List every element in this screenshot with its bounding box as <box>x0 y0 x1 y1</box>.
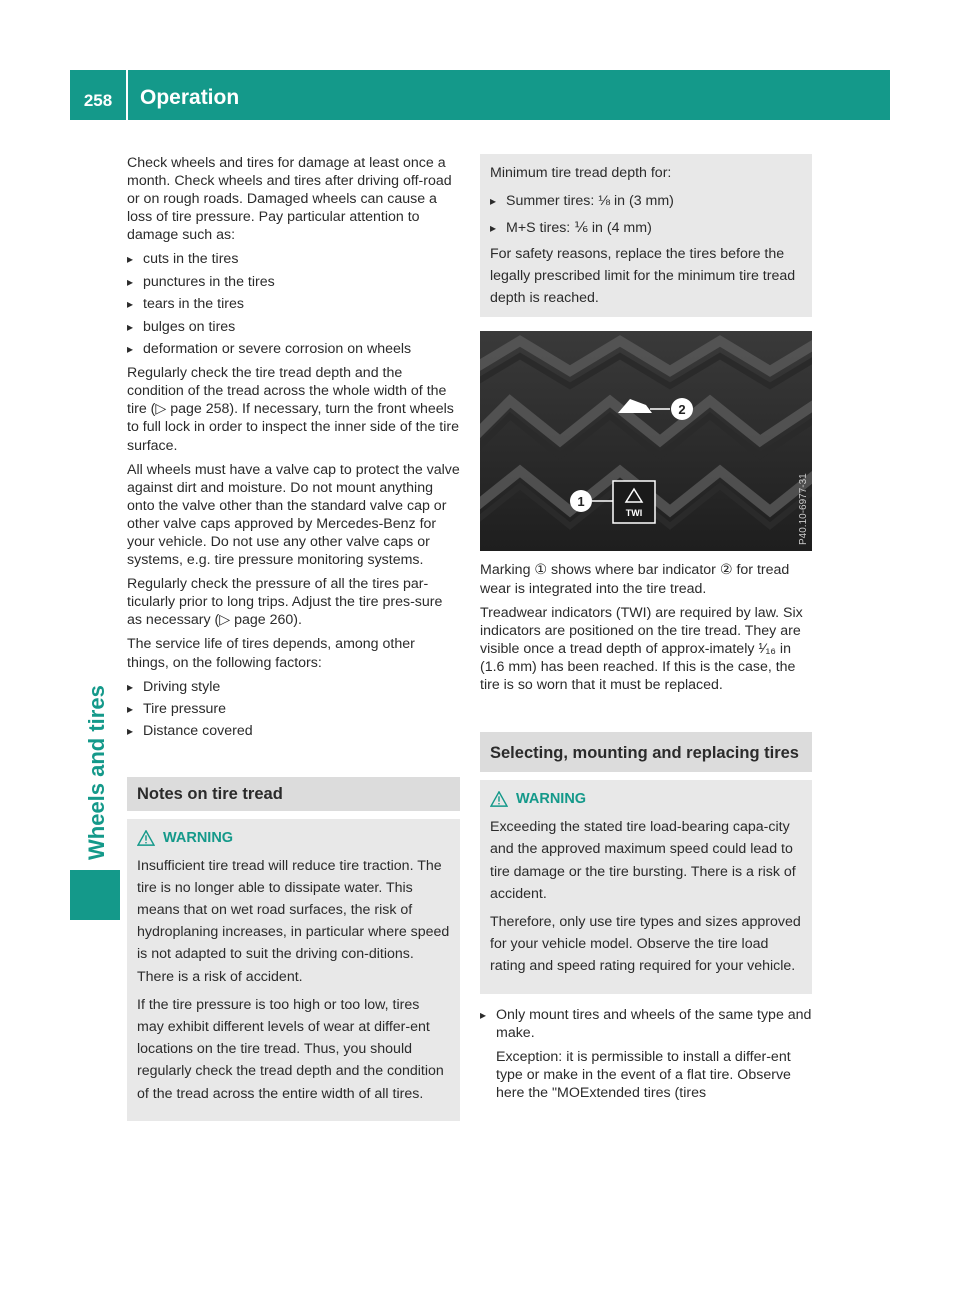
warning-triangle-icon <box>490 791 508 807</box>
list-item <box>480 1006 812 1102</box>
list-item: ▸ bulges on tires <box>127 318 460 336</box>
header-divider <box>126 70 128 120</box>
warning-label: WARNING <box>163 829 234 846</box>
warning-box <box>480 780 812 994</box>
min-depth-title: Minimum tire tread depth for: <box>490 165 672 181</box>
callout-2-marker: 2 <box>678 402 686 418</box>
factors-list <box>127 678 460 741</box>
list-item: ▸ Distance covered <box>127 722 460 740</box>
mount-exception: Exception: it is permissible to install a differ-ent type or make in the event of a flat tire. Observe here the "MOExtended tires (tires <box>496 1048 791 1101</box>
list-item: ▸ cuts in the tires <box>127 250 460 268</box>
pressure-paragraph: Regularly check the pressure of all the tires par-ticularly prior to long trips. Adjust the tire pres-sure as necessary (▷ page 260). <box>127 576 443 629</box>
intro-paragraph: Check wheels and tires for damage at least once a month. Check wheels and tires after driving off-road or on rough roads. Damaged wheels can cause a loss of tire pressure. Pay particular attention to damage such as: <box>127 155 452 244</box>
list-item: ▸ Summer tires: ⅛ in (3 mm) <box>490 190 802 212</box>
section-title: Operation <box>140 86 240 109</box>
list-item: ▸ Tire pressure <box>127 700 460 718</box>
min-depth-list <box>490 190 802 238</box>
min-depth-box <box>480 154 812 317</box>
twi-label: TWI <box>625 508 643 519</box>
tire-tread-illustration <box>480 331 812 551</box>
list-item: ▸ deformation or severe corrosion on wheels <box>127 340 460 358</box>
tire-tread-photo <box>480 331 812 551</box>
callout-1-marker: 1 <box>577 494 585 510</box>
side-tab-marker <box>70 870 120 920</box>
valve-paragraph: All wheels must have a valve cap to protect the valve against dirt and moisture. Do not mount anything onto the valve other than the standard valve cap or other valve caps approved by Mercedes-Benz for your vehicle. Do not use any other valve caps or systems, e.g. tire pressure monitoring systems. <box>127 461 460 569</box>
left-column <box>127 154 460 1121</box>
list-item: ▸ tears in the tires <box>127 295 460 313</box>
tread-paragraph: Regularly check the tire tread depth and the condition of the tread across the whole width of the tire (▷ page 258). If necessary, turn the front wheels to full lock in order to inspect the inner side of the tire surface. <box>127 365 460 454</box>
warning-text: Therefore, only use tire types and sizes approved for your vehicle model. Observe the tire load rating and speed rating required for your vehicle. <box>490 913 801 975</box>
damage-list <box>127 250 460 358</box>
side-tab-label: Wheels and tires <box>84 685 109 860</box>
warning-title <box>490 790 802 808</box>
page-number: 258 <box>83 91 113 110</box>
service-life-paragraph: The service life of tires depends, among other things, on the following factors: <box>127 636 415 671</box>
warning-text: Exceeding the stated tire load-bearing capa-city and the approved maximum speed could lead to tire damage or the tire bursting. There is a risk of accident. <box>490 819 796 902</box>
list-item: ▸ Driving style <box>127 678 460 696</box>
mount-rule: ▸ Only mount tires and wheels of the same type and make. <box>496 1006 812 1041</box>
warning-label: WARNING <box>516 791 587 808</box>
warning-triangle-icon <box>137 830 155 846</box>
notes-heading: Notes on tire tread <box>127 777 460 811</box>
warning-box <box>127 819 460 1121</box>
marking-paragraph: Marking ① shows where bar indicator ② for tread wear is integrated into the tire tread. <box>480 562 790 597</box>
list-item: ▸ punctures in the tires <box>127 273 460 291</box>
selecting-heading: Selecting, mounting and replacing tires <box>480 732 812 772</box>
twi-paragraph: Treadwear indicators (TWI) are required by law. Six indicators are positioned on the tire tread. They are visible once a tread depth of approx-imately ¹⁄₁₆ in (1.6 mm) has been reached. If this is the case, the tire is so worn that it must be replaced. <box>480 604 803 693</box>
warning-text: Insufficient tire tread will reduce tire traction. The tire is no longer able to dissipate water. This means that on wet road surfaces, the risk of hydroplaning increases, in particular where speed is not adapted to suit the driving con-ditions. There is a risk of accident. <box>137 857 450 985</box>
list-item: ▸ M+S tires: ⅙ in (4 mm) <box>490 217 802 239</box>
warning-text: If the tire pressure is too high or too low, tires may exhibit different levels of wear at differ-ent locations on the tire tread. Thus, you should regularly check the tread depth and the condition of the tread across the entire width of all tires. <box>137 996 444 1102</box>
warning-title <box>137 829 450 847</box>
mounting-list <box>480 1006 812 1102</box>
photo-code: P40.10-6977-31 <box>798 473 809 546</box>
right-column <box>480 154 812 1108</box>
min-depth-note: For safety reasons, replace the tires before the legally prescribed limit for the minimum tire tread depth is reached. <box>490 245 796 307</box>
